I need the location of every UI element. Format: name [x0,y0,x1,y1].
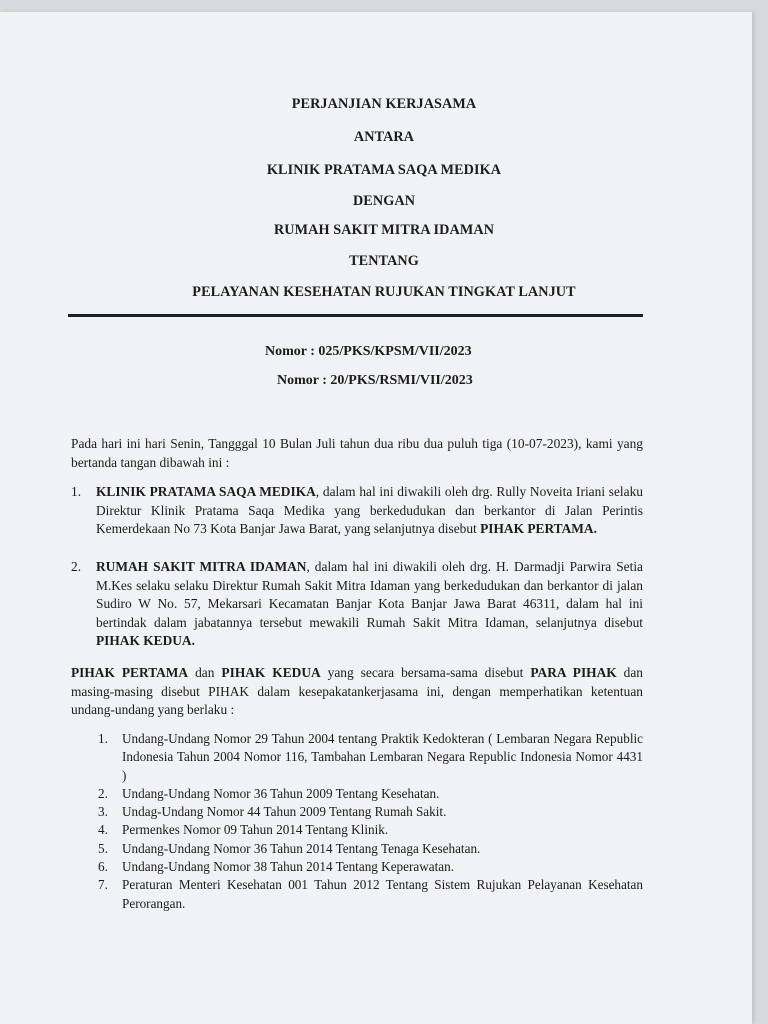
para-text-3: dan masing-masing disebut PIHAK dalam kesepakatankerjasama ini, dengan memperhatikan ketentuan undang-undang yang berlaku : [71,665,644,717]
title-line-3: KLINIK PRATAMA SAQA MEDIKA [266,162,502,178]
regulation-item [98,821,643,839]
title-line-2: ANTARA [353,129,415,145]
regulation-text: Permenkes Nomor 09 Tahun 2014 Tentang Klinik. [122,822,389,838]
para-text-1: dan [188,665,222,680]
intro-paragraph: Pada hari ini hari Senin, Tangggal 10 Bulan Juli tahun dua ribu dua puluh tiga (10-07-2023), kami yang bertanda tangan dibawah ini : [71,436,643,470]
regulation-item [98,803,643,821]
party-label: PIHAK PERTAMA. [480,521,597,536]
regulation-text: Undang-Undang Nomor 36 Tahun 2009 Tentang Kesehatan. [122,785,440,801]
title-line-7: PELAYANAN KESEHATAN RUJUKAN TINGKAT LANJUT [192,284,576,300]
para-term-1: PIHAK PERTAMA [71,665,189,680]
para-text-2: yang secara bersama-sama disebut [320,665,531,680]
regulation-text: Undang-Undang Nomor 38 Tahun 2014 Tentang Keperawatan. [122,859,455,875]
party-item-1 [71,483,643,539]
regulation-number: 6. [98,859,108,875]
regulation-text: Peraturan Menteri Kesehatan 001 Tahun 2012 Tentang Sistem Rujukan Pelayanan Kesehatan Perorangan. [122,877,643,911]
title-line-1: PERJANJIAN KERJASAMA [291,96,477,112]
party-name: KLINIK PRATAMA SAQA MEDIKA [96,484,316,499]
title-divider [68,314,643,317]
agreement-number-1: Nomor : 025/PKS/KPSM/VII/2023 [265,344,472,359]
regulation-number: 2. [98,785,108,801]
title-line-4: DENGAN [352,193,416,209]
regulation-number: 4. [98,822,108,838]
regulation-text: Undag-Undang Nomor 44 Tahun 2009 Tentang Rumah Sakit. [122,804,447,820]
regulation-number: 1. [98,731,108,746]
party-name: RUMAH SAKIT MITRA IDAMAN [96,559,307,574]
regulation-text: Undang-Undang Nomor 36 Tahun 2014 Tentang Tenaga Kesehatan. [122,840,481,856]
regulation-item [98,730,643,785]
party-description: , dalam hal ini diwakili oleh drg. Rully Noveita Iriani selaku Direktur Klinik Pratama Saqa Medika yang berkedudukan dan berkantor di Jalan Perintis Kemerdekaan No 73 Kota Banjar Jawa Barat, yang selanjutnya disebut [96,484,643,536]
para-term-3: PARA PIHAK [530,665,617,680]
regulation-item [98,785,643,803]
regulation-text: Undang-Undang Nomor 29 Tahun 2004 tentang Praktik Kedokteran ( Lembaran Negara Republic Indonesia Tahun 2004 Nomor 116, Tambahan Lembaran Negara Republic Indonesia Nomor 4431 ) [122,731,643,783]
regulation-number: 5. [98,840,108,856]
party-description: , dalam hal ini diwakili oleh drg. H. Darmadji Parwira Setia M.Kes selaku selaku Direktur Rumah Sakit Mitra Idaman yang berkedudukan dan berkantor di jalan Sudiro W No. 57, Mekarsari Kecamatan Banjar Kota Banjar Jawa Barat 46311, dalam hal ini bertindak dalam jabatannya tersebut mewakili Rumah Sakit Mitra Idaman, selanjutnya disebut [96,559,644,630]
party-label: PIHAK KEDUA. [96,633,195,648]
parties-paragraph [71,664,643,720]
party-number: 2. [71,559,82,574]
title-line-5: RUMAH SAKIT MITRA IDAMAN [273,222,495,238]
regulation-item [98,840,643,858]
party-number: 1. [71,484,82,499]
title-line-6: TENTANG [349,253,419,269]
regulation-number: 7. [98,877,108,893]
agreement-number-2: Nomor : 20/PKS/RSMI/VII/2023 [277,373,473,388]
regulations-list [98,730,643,913]
regulation-number: 3. [98,804,108,820]
para-term-2: PIHAK KEDUA [221,665,321,680]
regulation-item [98,858,643,876]
party-item-2 [71,558,643,651]
regulation-item [98,876,643,913]
